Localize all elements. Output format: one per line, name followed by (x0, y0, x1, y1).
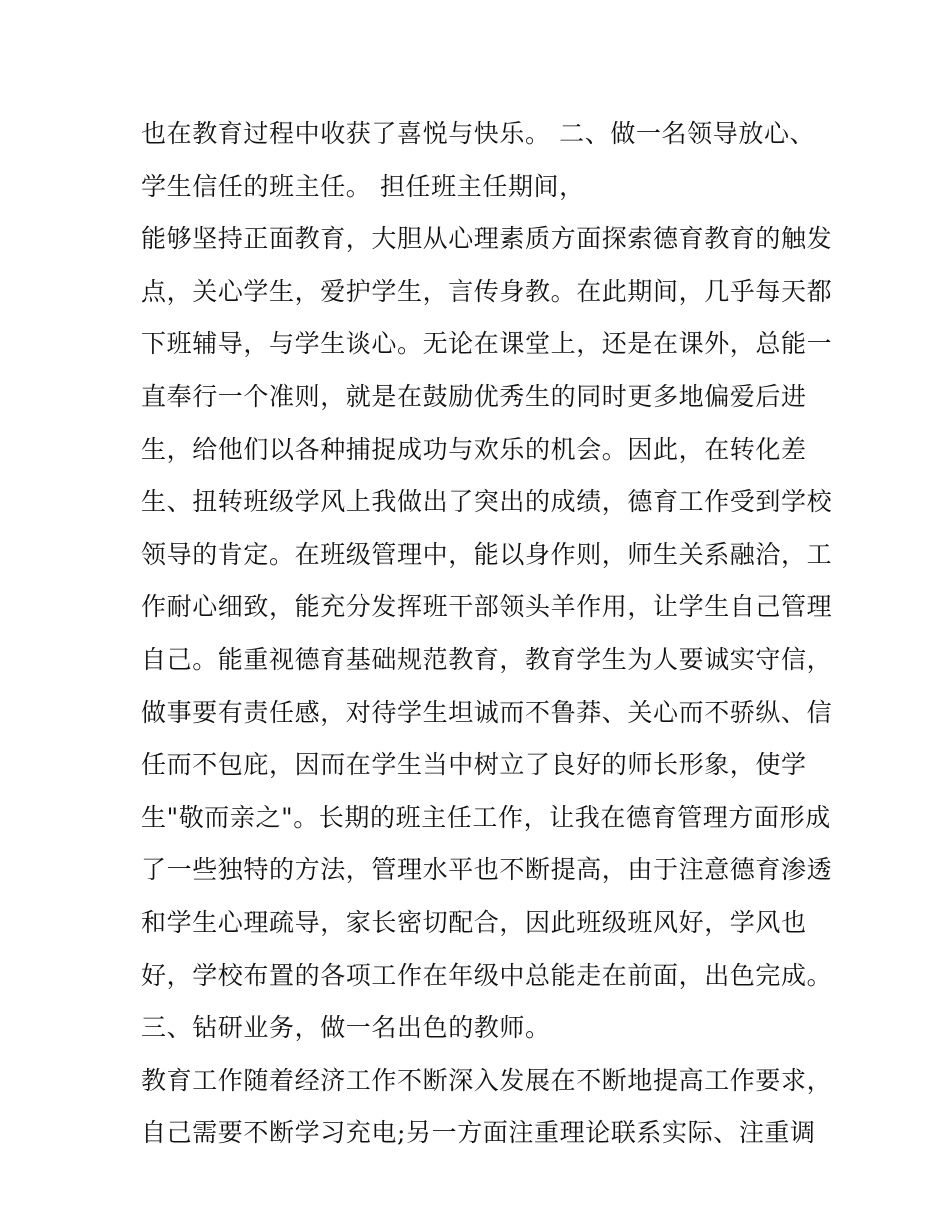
text-line: 好，学校布置的各项工作在年级中总能走在前面，出色完成。 (141, 960, 833, 990)
text-line: 任而不包庇，因而在学生当中树立了良好的师长形象，使学 (141, 750, 807, 780)
text-line: 点，关心学生，爱护学生，言传身教。在此期间，几乎每天都 (141, 276, 833, 306)
text-line: 也在教育过程中收获了喜悦与快乐。 二、做一名领导放心、 (141, 119, 816, 148)
text-line: 作耐心细致，能充分发挥班干部领头羊作用，让学生自己管理 (141, 592, 833, 622)
body-text (141, 108, 831, 1160)
text-line: 做事要有责任感，对待学生坦诚而不鲁莽、关心而不骄纵、信 (141, 697, 833, 727)
text-line: 自己。能重视德育基础规范教育，教育学生为人要诚实守信， (141, 644, 833, 674)
text-line: 和学生心理疏导，家长密切配合，因此班级班风好，学风也 (141, 907, 807, 937)
text-line: 生"敬而亲之"。长期的班主任工作，让我在德育管理方面形成 (141, 802, 831, 832)
text-line: 了一些独特的方法，管理水平也不断提高，由于注意德育渗透 (141, 855, 833, 885)
text-line: 直奉行一个准则，就是在鼓励优秀生的同时更多地偏爱后进 (141, 381, 807, 411)
text-line: 生、扭转班级学风上我做出了突出的成绩，德育工作受到学校 (141, 487, 833, 517)
text-line: 领导的肯定。在班级管理中，能以身作则，师生关系融洽，工 (141, 539, 833, 569)
text-line: 能够坚持正面教育，大胆从心理素质方面探索德育教育的触发 (141, 224, 833, 254)
text-line: 生，给他们以各种捕捉成功与欢乐的机会。因此，在转化差 (141, 434, 807, 464)
section-heading: 三、钻研业务，做一名出色的教师。 (141, 1013, 551, 1043)
text-line: 教育工作随着经济工作不断深入发展在不断地提高工作要求， (141, 1065, 833, 1095)
text-line: 下班辅导，与学生谈心。无论在课堂上，还是在课外，总能一 (141, 329, 833, 359)
text-line: 自己需要不断学习充电;另一方面注重理论联系实际、注重调 (141, 1118, 816, 1148)
text-line: 学生信任的班主任。 担任班主任期间， (141, 171, 585, 201)
